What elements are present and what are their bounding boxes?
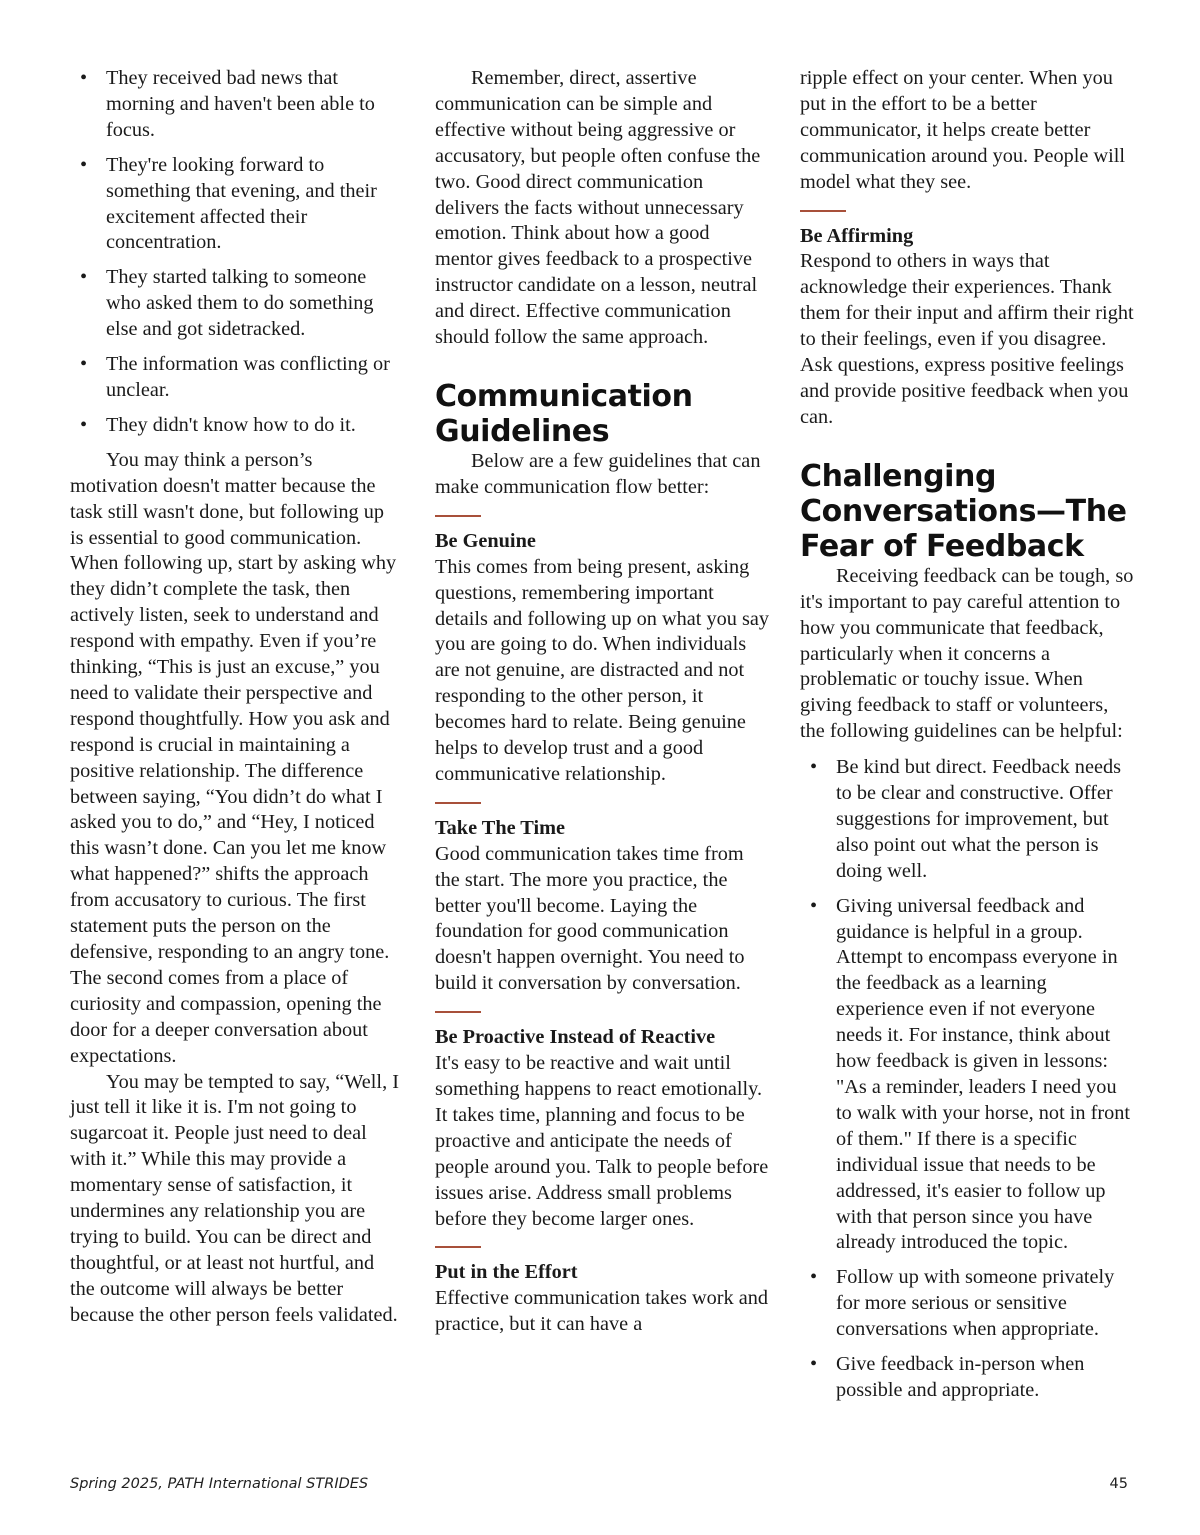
body-paragraph: ripple effect on your center. When you put in the effort to be a better communicator, it helps create better communication around you. People will model what they see.	[800, 67, 1126, 193]
list-item: • The information was conflicting or unclear.	[70, 352, 400, 404]
accent-rule	[435, 515, 481, 517]
subsection-title: Take The Time	[435, 816, 565, 839]
subsection-title: Be Affirming	[800, 224, 914, 247]
list-item: • Giving universal feedback and guidance is helpful in a group. Attempt to encompass everyone in the feedback as a learning experience even if not everyone needs it. For instance, think about how feedback is given in lessons: "As a reminder, leaders I need you to walk with your horse, not in front of them." If there is a specific individual issue that needs to be addressed, it's easier to follow up with that person since you have already introduced the topic.	[800, 894, 1135, 1257]
reasons-list	[70, 66, 400, 439]
page-number: 45	[1109, 1476, 1128, 1492]
body-paragraph: You may be tempted to say, “Well, I just tell it like it is. I'm not going to sugarcoat it. People just need to deal with it.” While this may provide a momentary sense of satisfaction, it undermines any relationship you are trying to build. You can be direct and thoughtful, or at least not hurtful, and the outcome will always be better because the other person feels validated.	[70, 1070, 399, 1326]
column-2	[435, 66, 770, 1338]
lead-paragraph: Receiving feedback can be tough, so it's important to pay careful attention to how you communicate that feedback, particularly when it concerns a problematic or touchy issue. When giving feedback to staff or volunteers, the following guidelines can be helpful:	[800, 564, 1134, 743]
list-item: • They're looking forward to something that evening, and their excitement affected their concentration.	[70, 153, 400, 257]
subsection-title: Be Proactive Instead of Reactive	[435, 1026, 716, 1049]
subsection-body: Respond to others in ways that acknowledge their experiences. Thank them for their input and affirm their right to their feelings, even if you disagree. Ask questions, express positive feelings and provide positive feedback when you can.	[800, 250, 1134, 428]
section-heading: Challenging Conversations—The Fear of Feedback	[800, 458, 1127, 564]
accent-rule	[435, 1246, 481, 1248]
list-item: • Follow up with someone privately for more serious or sensitive conversations when appropriate.	[800, 1265, 1135, 1343]
subsection-title: Put in the Effort	[435, 1261, 578, 1284]
feedback-guidelines-list	[800, 755, 1135, 1404]
footer-publication: Spring 2025, PATH International STRIDES	[70, 1476, 369, 1492]
column-3	[800, 66, 1135, 1413]
subsection-body: It's easy to be reactive and wait until something happens to react emotionally. It takes time, planning and focus to be proactive and anticipate the needs of people around you. Talk to people before issues arise. Address small problems before they become larger ones.	[435, 1052, 769, 1230]
list-item: • Be kind but direct. Feedback needs to be clear and constructive. Offer suggestions for improvement, but also point out what the person is doing well.	[800, 755, 1135, 885]
list-item: • Give feedback in-person when possible and appropriate.	[800, 1352, 1135, 1404]
subsection-body: This comes from being present, asking questions, remembering important details and following up on what you say you are going to do. When individuals are not genuine, are distracted and not responding to the other person, it becomes hard to relate. Being genuine helps to develop trust and a good communicative relationship.	[435, 555, 770, 785]
list-item: • They started talking to someone who asked them to do something else and got sidetracked.	[70, 265, 400, 343]
list-item: • They didn't know how to do it.	[70, 413, 400, 439]
subsection-title: Be Genuine	[435, 529, 536, 552]
list-item: • They received bad news that morning and haven't been able to focus.	[70, 66, 400, 144]
accent-rule	[435, 1011, 481, 1013]
accent-rule	[800, 210, 846, 212]
lead-paragraph: Below are a few guidelines that can make communication flow better:	[435, 449, 761, 498]
column-1	[70, 66, 400, 1329]
subsection-body: Good communication takes time from the start. The more you practice, the better you'll become. Laying the foundation for good communication doesn't happen overnight. You need to build it conversation by conversation.	[435, 842, 745, 995]
body-paragraph: Remember, direct, assertive communication can be simple and effective without being aggressive or accusatory, but people often confuse the two. Good direct communication delivers the facts without unnecessary emotion. Think about how a good mentor gives feedback to a prospective instructor candidate on a lesson, neutral and direct. Effective communication should follow the same approach.	[435, 67, 761, 349]
body-paragraph: You may think a person’s motivation doesn't matter because the task still wasn't done, but following up is essential to good communication. When following up, start by asking why they didn’t complete the task, then actively listen, seek to understand and respond with empathy. Even if you’re thinking, “This is just an excuse,” you need to validate their perspective and respond thoughtfully. How you ask and respond is crucial in maintaining a positive relationship. The difference between saying, “You didn’t do what I asked you to do,” and “Hey, I noticed this wasn’t done. Can you let me know what happened?” shifts the approach from accusatory to curious. The first statement puts the person on the defensive, responding to an angry tone. The second comes from a place of curiosity and compassion, opening the door for a deeper conversation about expectations.	[70, 448, 397, 1067]
section-heading: Communication Guidelines	[435, 378, 693, 449]
accent-rule	[435, 802, 481, 804]
subsection-body: Effective communication takes work and practice, but it can have a	[435, 1287, 769, 1336]
